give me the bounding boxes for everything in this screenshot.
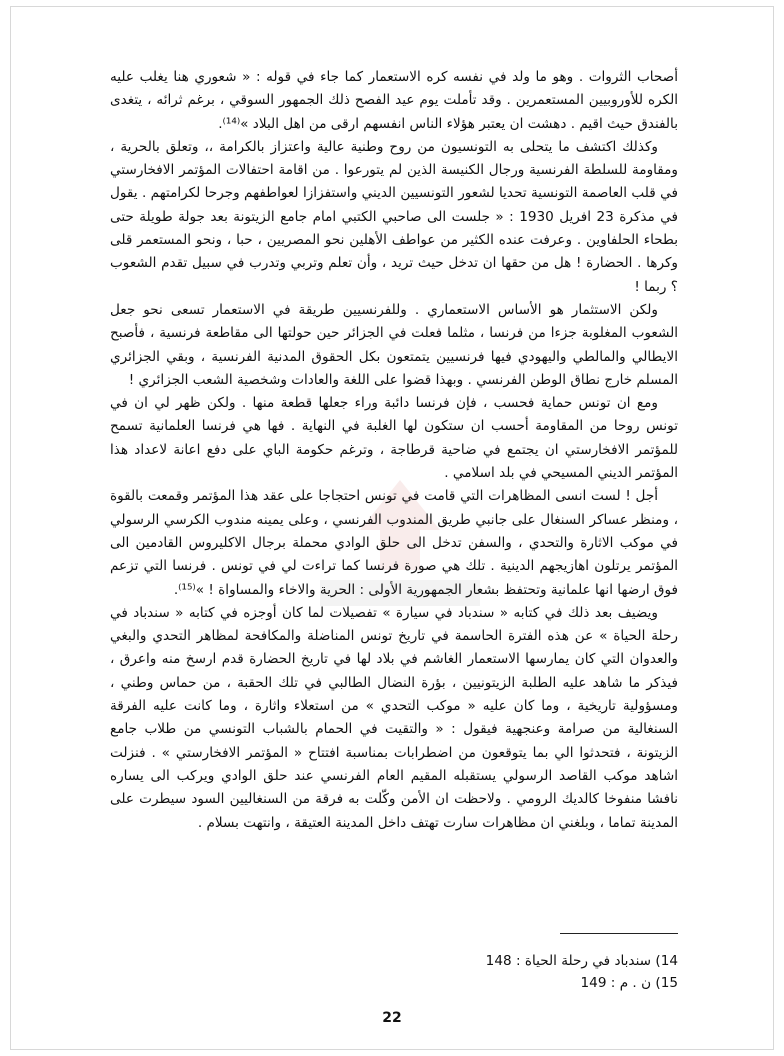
paragraph: أصحاب الثروات . وهو ما ولد في نفسه كره الاستعمار كما جاء في قوله : « شعوري هنا يغلب عليه الكره للأوروبيين المستعمرين . وقد تأملت يوم عيد الفصح ذلك الجمهور السوقي ، برغم ثرائه ، يتغدى بالفندق حيث اقيم . دهشت ان يعتبر هؤلاء الناس انفسهم ارقى من اهل البلاد »⁽¹⁴⁾. <box>110 69 678 132</box>
paragraph: أجل ! لست انسى المظاهرات التي قامت في تونس احتجاجا على عقد هذا المؤتمر وقمعت بالقوة ، ومنظر عساكر السنغال على جانبي طريق المندوب الفرنسي ، وعلى يمينه مندوب الكرسي الرسولي في موكب الاثارة والتحدي ، والسفن تدخل الى حلق الوادي محملة برجال الاكليروس القادمين الى المؤتمر يرتلون اهازيجهم الدينية . تلك هي صورة فرنسا كما تراءت لي في تونس . فرنسا التي تزعم فوق ارضها انها علمانية وتحتفظ بشعار الجمهورية الأولى : الحرية والاخاء والمساواة ! »⁽¹⁵⁾. <box>110 488 678 598</box>
footnote-15: 15) ن . م : 149 <box>580 975 678 991</box>
paragraph: ومع ان تونس حماية فحسب ، فإن فرنسا دائبة وراء جعلها قطعة منها . ولكن ظهر لي ان في تونس روحا من المقاومة أحسب ان ستكون لها الغلبة في النهاية . فها هي فرنسا العلمانية تسمح للمؤتمر الافخارستي ان يجتمع في ضاحية قرطاجة ، وترغم حكومة الباي على دفع اعانة لاعداد هذا المؤتمر الديني المسيحي في بلد اسلامي . <box>110 395 678 482</box>
paragraph: وكذلك اكتشف ما يتحلى به التونسيون من روح وطنية عالية واعتزاز بالكرامة ،، وتعلق بالحرية ، ومقاومة للسلطة الفرنسية ورجال الكنيسة الذين لم يتورعوا . من اقامة احتفالات المؤتمر الافخارستي في قلب العاصمة التونسية تحديا لشعور التونسيين الديني واستفزازا لعواطفهم وجرحا لكرامتهم . يقول في مذكرة 23 افريل 1930 : « جلست الى صاحبي الكتبي امام جامع الزيتونة بعد جولة طويلة حتى بطحاء الحلفاوين . وعرفت عنده الكثير من عواطف الأهلين نحو المصريين ، حبا ، ونحو المستعمر قلى وكرها . الحضارة ! هل من حقها ان تدخل حيث تريد ، وأن تعلم وتربي وتدرب في سبيل تقدم الشعوب ؟ ربما ! <box>110 138 679 295</box>
paragraph: ولكن الاستثمار هو الأساس الاستعماري . وللفرنسيين طريقة في الاستعمار تسعى نحو جعل الشعوب المغلوبة جزءا من فرنسا ، مثلما فعلت في الجزائر حين حولتها الى مقاطعة فرنسية ، فأصبح الايطالي والمالطي واليهودي فيها فرنسيين يتمتعون بكل الحقوق المدنية الفرنسية ، وبقي الجزائري المسلم خارج نطاق الوطن الفرنسي . وبهذا قضوا على اللغة والعادات وشخصية الشعب الجزائري ! <box>110 301 678 388</box>
paragraph: ويضيف بعد ذلك في كتابه « سندباد في سيارة » تفصيلات لما كان أوجزه في كتابه « سندباد في رحلة الحياة » عن هذه الفترة الحاسمة في تاريخ تونس المناضلة والمكافحة لمظاهر التحدي والبغي والعدوان التي كان يمارسها الاستعمار الغاشم في بلاد لها في تاريخ الحضارة قدم ارسخ منه واعرق ، فيذكر ما شاهد عليه الطلبة الزيتونيين ، بؤرة النضال الطالبي في تلك الحقبة ، من حماس وطني ، ومسؤولية تاريخية ، وما كان عليه « موكب التحدي » من استعلاء واثارة ، وما كانت عليه الفرقة السنغالية من صرامة وعنجهية فيقول : « والتقيت في الحمام بالشباب التونسي من طلاب جامع الزيتونة ، فتحدثوا الي بما يتوقعون من اضطرابات بمناسبة افتتاح « المؤتمر الافخارستي » . فنزلت اشاهد موكب القاصد الرسولي يستقبله المقيم العام الفرنسي عند حلق الوادي ويركب الى يساره نافشا منفوخا كالديك الرومي . ولاحظت ان الأمن وكّلت به فرقة من السنغاليين السود سيطرت على المدينة تماما ، وبلغني ان مظاهرات سارت تهتف داخل المدينة العتيقة ، وانتهت بسلام . <box>110 604 678 831</box>
page-number: 22 <box>382 1010 402 1026</box>
footnote-divider <box>560 933 678 934</box>
footnotes <box>300 950 678 994</box>
footnote-14: 14) سندباد في رحلة الحياة : 148 <box>485 953 678 969</box>
body-text <box>110 66 678 835</box>
